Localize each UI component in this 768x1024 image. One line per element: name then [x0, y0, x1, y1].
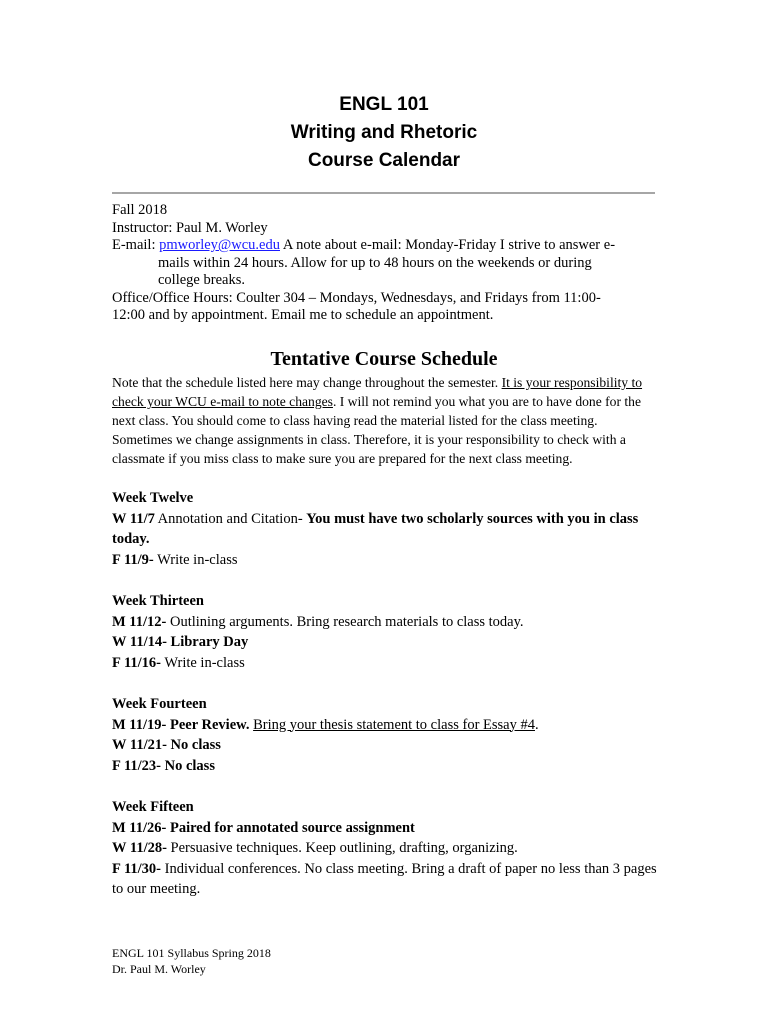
office-hours-line1: Office/Office Hours: Coulter 304 – Mondays, Wednesdays, and Fridays from 11:00-	[112, 289, 601, 306]
email-line	[112, 237, 652, 255]
week-title: Week Fifteen	[112, 799, 194, 815]
row-end: .	[534, 716, 539, 733]
schedule-row	[112, 653, 657, 674]
row-date: M 11/12-	[112, 613, 167, 630]
week-title: Week Twelve	[112, 490, 194, 506]
row-emphasis: You must have two scholarly sources with you in class today.	[112, 510, 639, 547]
email-note: A note about e-mail: Monday-Friday I strive to answer e-	[280, 237, 616, 253]
course-info	[112, 202, 652, 325]
note-part2: . I will not remind you what you are to have done for the next class. You should come to class having read the material listed for the class meeting. Sometimes we change assignments in class. Therefore, it is your responsibility to check with a classmate if you miss class to make sure you are prepared for the next class meeting.	[112, 394, 641, 466]
email-note-cont1: mails within 24 hours. Allow for up to 48 hours on the weekends or during	[158, 254, 592, 271]
horizontal-divider	[112, 192, 655, 194]
week-twelve	[112, 488, 657, 570]
email-label: E-mail:	[112, 237, 160, 253]
week-title: Week Fourteen	[112, 696, 207, 712]
row-text: Write in-class	[153, 551, 238, 568]
email-link[interactable]: pmworley@wcu.edu	[159, 237, 280, 253]
row-text: Outlining arguments. Bring research materials to class today.	[166, 613, 524, 630]
page-footer	[112, 946, 512, 977]
schedule-row: F 11/23- No class	[112, 757, 215, 774]
term: Fall 2018	[112, 202, 168, 218]
footer-line1: ENGL 101 Syllabus Spring 2018	[112, 946, 271, 960]
footer-line2: Dr. Paul M. Worley	[112, 961, 206, 976]
schedule-row	[112, 838, 657, 859]
title-block	[0, 91, 768, 175]
row-date: F 11/30-	[112, 860, 162, 877]
schedule-row	[112, 550, 657, 571]
schedule-heading: Tentative Course Schedule	[270, 348, 498, 370]
row-underlined: Bring your thesis statement to class for Essay #4	[253, 716, 535, 733]
schedule-row	[112, 612, 657, 633]
note-part1: Note that the schedule listed here may change throughout the semester.	[112, 375, 502, 390]
week-title: Week Thirteen	[112, 593, 204, 609]
row-date: W 11/7	[112, 510, 155, 527]
row-date: W 11/28-	[112, 840, 167, 856]
row-text: Annotation and Citation-	[154, 510, 307, 527]
course-subtitle: Writing and Rhetoric	[290, 122, 478, 143]
week-thirteen	[112, 591, 657, 673]
schedule-row: W 11/21- No class	[112, 737, 221, 753]
schedule-row: M 11/26- Paired for annotated source assignment	[112, 819, 415, 836]
row-text: Persuasive techniques. Keep outlining, drafting, organizing.	[166, 840, 518, 856]
row-date: F 11/16-	[112, 654, 162, 671]
email-note-cont2: college breaks.	[158, 272, 245, 288]
row-emphasis: M 11/19- Peer Review.	[112, 716, 250, 733]
office-hours-line2: 12:00 and by appointment. Email me to schedule an appointment.	[112, 307, 494, 323]
instructor: Instructor: Paul M. Worley	[112, 219, 268, 236]
course-code: ENGL 101	[339, 94, 429, 115]
schedule-row	[112, 715, 657, 736]
week-fifteen	[112, 797, 657, 900]
week-fourteen	[112, 694, 657, 776]
row-text: Write in-class	[161, 654, 245, 671]
note-underlined: It is your responsibility to check your WCU e-mail to note changes	[112, 375, 643, 409]
row-date: F 11/9-	[112, 551, 154, 568]
row-text: Individual conferences. No class meeting. Bring a draft of paper no less than 3 pages to our meeting.	[112, 860, 657, 897]
document-title: Course Calendar	[307, 150, 461, 171]
schedule-note	[112, 373, 657, 468]
schedule-row	[112, 859, 657, 900]
schedule-row	[112, 509, 657, 550]
schedule-row: W 11/14- Library Day	[112, 634, 249, 650]
